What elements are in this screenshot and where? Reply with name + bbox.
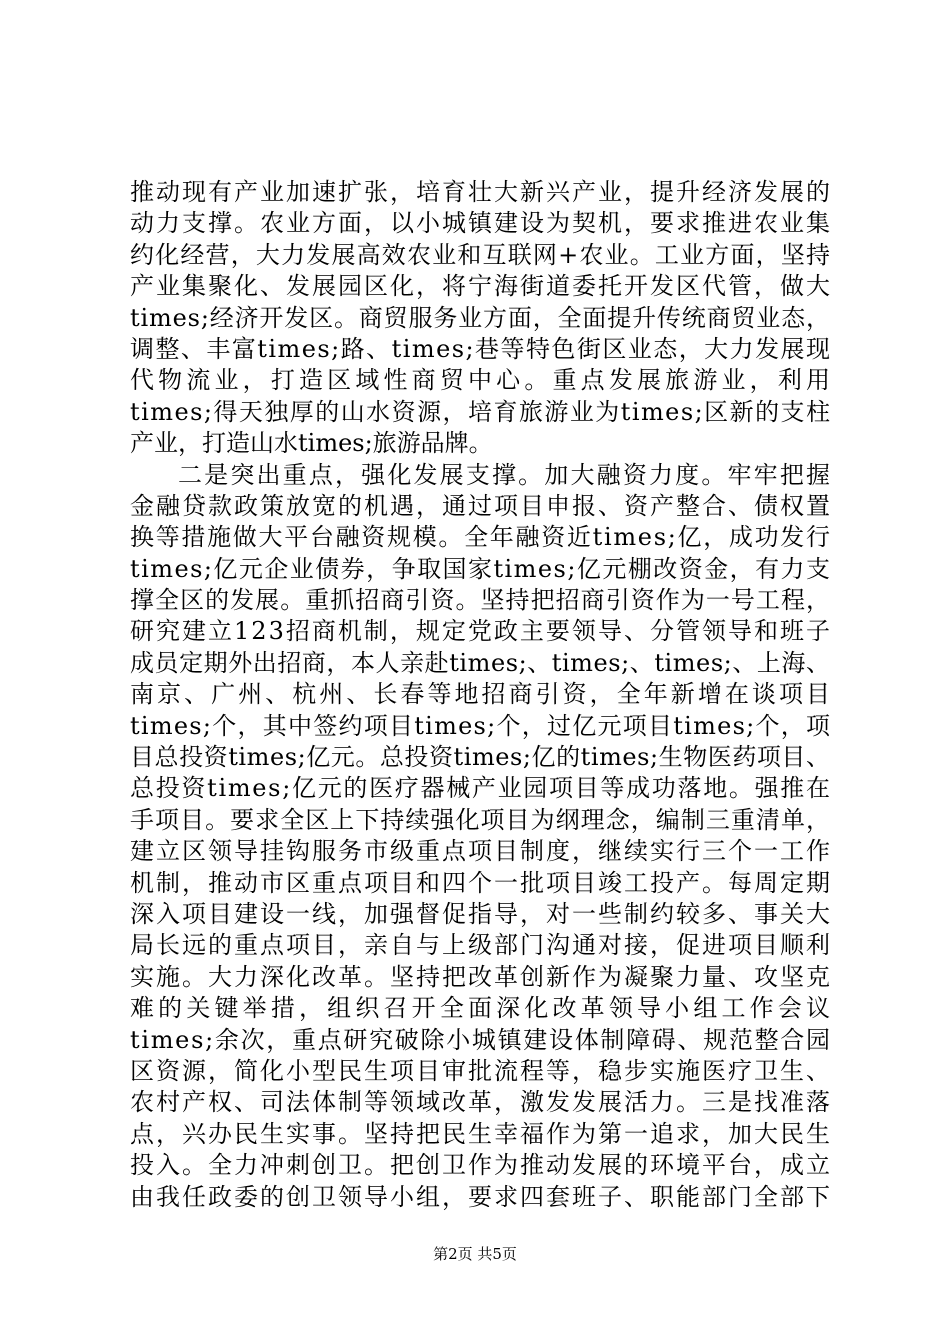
paragraph-start-line: 二是突出重点，强化发展支撑。加大融资力度。牢牢把握 — [178, 460, 833, 489]
text-line: 金融贷款政策放宽的机遇，通过项目申报、资产整合、债权置 — [130, 491, 832, 520]
text-line: 总投资times;亿元的医疗器械产业园项目等成功落地。强推在 — [130, 774, 832, 803]
body-text — [130, 177, 835, 1213]
text-line: 投入。全力冲刺创卫。把创卫作为推动发展的环境平台，成立 — [130, 1151, 832, 1180]
text-line: 研究建立123招商机制，规定党政主要领导、分管领导和班子 — [130, 617, 833, 646]
text-line: 成员定期外出招商，本人亲赴times;、times;、times;、上海、 — [130, 648, 831, 677]
text-line: 点，兴办民生实事。坚持把民生幸福作为第一追求，加大民生 — [130, 1119, 832, 1148]
text-line: 动力支撑。农业方面，以小城镇建设为契机，要求推进农业集 — [130, 209, 832, 238]
text-line: 约化经营，大力发展高效农业和互联网+农业。工业方面，坚持 — [130, 240, 832, 269]
text-line: 推动现有产业加速扩张，培育壮大新兴产业，提升经济发展的 — [130, 178, 832, 206]
text-line: 调整、丰富times;路、times;巷等特色街区业态，大力发展现 — [130, 334, 832, 363]
text-line: 南京、广州、杭州、长春等地招商引资，全年新增在谈项目 — [130, 680, 834, 709]
text-line: times;经济开发区。商贸服务业方面，全面提升传统商贸业态， — [130, 303, 831, 332]
text-line: times;个，其中签约项目times;个，过亿元项目times;个，项 — [130, 711, 832, 740]
text-line: 换等措施做大平台融资规模。全年融资近times;亿，成功发行 — [130, 523, 832, 552]
text-line: 机制，推动市区重点项目和四个一批项目竣工投产。每周定期 — [130, 868, 832, 897]
text-line: 由我任政委的创卫领导小组，要求四套班子、职能部门全部下 — [130, 1182, 832, 1211]
text-line: 农村产权、司法体制等领域改革，激发发展活力。三是找准落 — [130, 1088, 832, 1117]
text-line: 手项目。要求全区上下持续强化项目为纲理念，编制三重清单， — [130, 805, 832, 834]
text-line: 区资源，简化小型民生项目审批流程等，稳步实施医疗卫生、 — [130, 1056, 832, 1085]
text-line: 撑全区的发展。重抓招商引资。坚持把招商引资作为一号工程， — [130, 586, 832, 615]
page-number: 第2页 共5页 — [433, 1245, 517, 1263]
text-line: 深入项目建设一线，加强督促指导，对一些制约较多、事关大 — [130, 899, 832, 928]
text-line: 代物流业，打造区域性商贸中心。重点发展旅游业，利用 — [130, 366, 835, 395]
text-line: 局长远的重点项目，亲自与上级部门沟通对接，促进项目顺利 — [130, 931, 832, 960]
text-line: 建立区领导挂钩服务市级重点项目制度，继续实行三个一工作 — [130, 837, 832, 866]
text-line: times;得天独厚的山水资源，培育旅游业为times;区新的支柱 — [130, 397, 832, 426]
text-line: 目总投资times;亿元。总投资times;亿的times;生物医药项目、 — [130, 743, 831, 772]
page-footer — [0, 1244, 950, 1264]
text-line: times;余次，重点研究破除小城镇建设体制障碍、规范整合园 — [130, 1025, 832, 1054]
text-line: 实施。大力深化改革。坚持把改革创新作为凝聚力量、攻坚克 — [130, 962, 832, 991]
text-line: times;亿元企业债券，争取国家times;亿元棚改资金，有力支 — [130, 554, 832, 583]
text-line: 产业，打造山水times;旅游品牌。 — [130, 429, 493, 458]
text-line: 难的关键举措，组织召开全面深化改革领导小组工作会议 — [130, 994, 835, 1023]
text-line: 产业集聚化、发展园区化，将宁海街道委托开发区代管，做大 — [130, 272, 832, 301]
